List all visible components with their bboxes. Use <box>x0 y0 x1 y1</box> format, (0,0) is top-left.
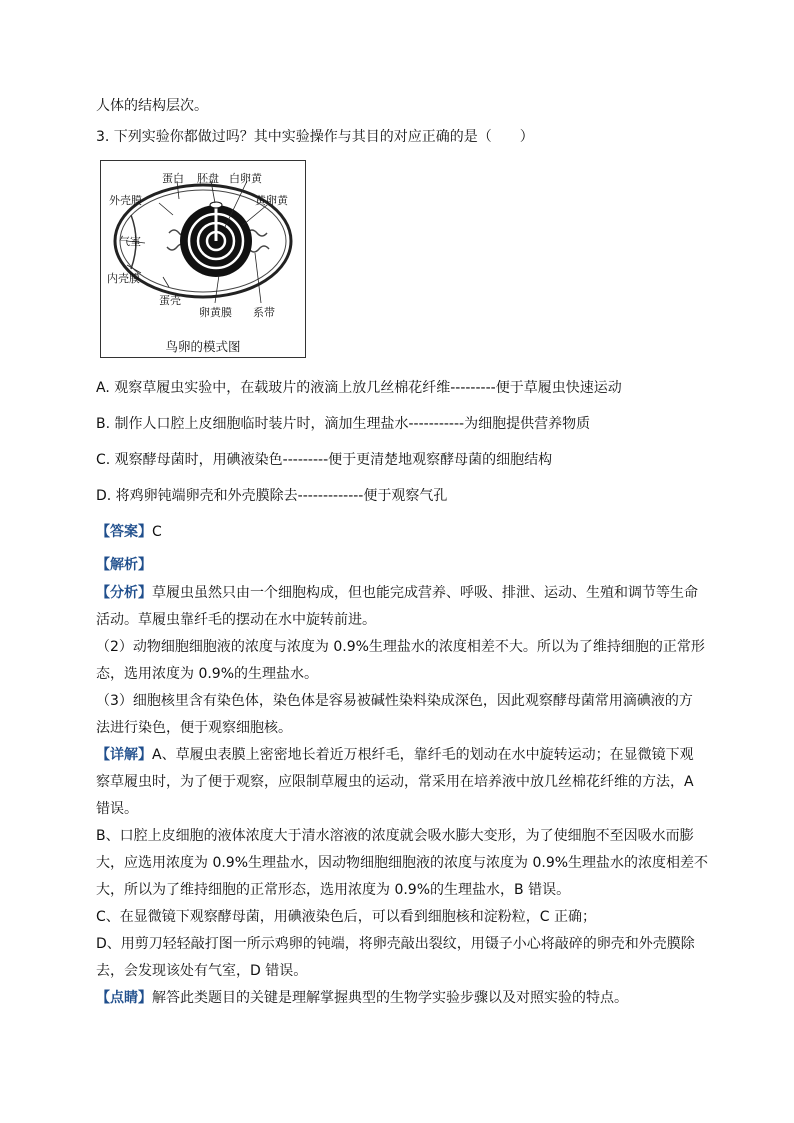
egg-diagram <box>100 160 306 358</box>
label-yolk-membrane: 卵黄膜 <box>199 306 232 319</box>
answer-tag: 【答案】 <box>96 524 152 540</box>
germinal-disc <box>210 202 222 208</box>
detail-tag: 【详解】 <box>96 747 152 763</box>
label-white-yolk: 白卵黄 <box>229 172 262 185</box>
analysis-tag: 【分析】 <box>96 585 152 601</box>
label-germinal-disc: 胚盘 <box>197 172 219 185</box>
option-b: B. 制作人口腔上皮细胞临时装片时，滴加生理盐水-----------为细胞提供营养物质 <box>96 416 591 432</box>
label-yellow-yolk: 黄卵黄 <box>255 194 288 207</box>
text-line: 态，选用浓度为 0.9%的生理盐水。 <box>96 666 319 682</box>
label-air-cell: 气室 <box>119 235 141 248</box>
analysis-line <box>96 583 698 603</box>
text-line: （3）细胞核里含有染色体，染色体是容易被碱性染料染成深色，因此观察酵母菌常用滴碘液的方 <box>96 693 693 709</box>
analysis-heading: 【解析】 <box>96 557 152 573</box>
text-line: C、在显微镜下观察酵母菌，用碘液染色后，可以看到细胞核和淀粉粒，C 正确； <box>96 909 596 925</box>
option-d: D. 将鸡卵钝端卵壳和外壳膜除去-------------便于观察气孔 <box>96 488 448 504</box>
analysis-text: 草履虫虽然只由一个细胞构成，但也能完成营养、呼吸、排泄、运动、生殖和调节等生命 <box>152 585 698 601</box>
label-chalaza: 系带 <box>253 306 275 319</box>
text-line: 大，所以为了维持细胞的正常形态，选用浓度为 0.9%的生理盐水，B 错误。 <box>96 882 571 898</box>
text-line: D、用剪刀轻轻敲打图一所示鸡卵的钝端，将卵壳敲出裂纹，用镊子小心将敲碎的卵壳和外壳膜除 <box>96 936 695 952</box>
text-line: B、口腔上皮细胞的液体浓度大于清水溶液的浓度就会吸水膨大变形，为了使细胞不至因吸水而膨 <box>96 828 694 844</box>
text-line: 错误。 <box>96 801 138 817</box>
detail-line <box>96 745 694 765</box>
egg-illustration <box>101 161 307 359</box>
tip-tag: 【点睛】 <box>96 990 152 1006</box>
text-line: 人体的结构层次。 <box>96 98 208 114</box>
detail-text: A、草履虫表膜上密密地长着近万根纤毛，靠纤毛的划动在水中旋转运动；在显微镜下观 <box>152 747 694 763</box>
tip-line <box>96 988 628 1008</box>
label-outer-membrane: 外壳膜 <box>109 194 142 207</box>
label-eggshell: 蛋壳 <box>159 294 181 307</box>
text-line: 法进行染色，便于观察细胞核。 <box>96 720 292 736</box>
option-c: C. 观察酵母菌时，用碘液染色---------便于更清楚地观察酵母菌的细胞结构 <box>96 452 553 468</box>
text-line: 察草履虫时，为了便于观察，应限制草履虫的运动，常采用在培养液中放几丝棉花纤维的方法，A <box>96 774 694 790</box>
tip-text: 解答此类题目的关键是理解掌握典型的生物学实验步骤以及对照实验的特点。 <box>152 990 628 1006</box>
answer-line <box>96 522 162 542</box>
answer-value: C <box>152 524 162 540</box>
option-a: A. 观察草履虫实验中，在载玻片的液滴上放几丝棉花纤维---------便于草履虫快速运动 <box>96 380 622 396</box>
question-3: 3. 下列实验你都做过吗？其中实验操作与其目的对应正确的是（ ） <box>96 129 534 145</box>
text-line: 去，会发现该处有气室，D 错误。 <box>96 963 308 979</box>
text-line: （2）动物细胞细胞液的浓度与浓度为 0.9%生理盐水的浓度相差不大。所以为了维持细胞的正常形 <box>96 639 705 655</box>
label-inner-membrane: 内壳膜 <box>107 272 140 285</box>
text-line: 大，应选用浓度为 0.9%生理盐水，因动物细胞细胞液的浓度与浓度为 0.9%生理盐水的浓度相差不 <box>96 855 709 871</box>
figure-caption: 鸟卵的模式图 <box>165 339 241 354</box>
text-line: 活动。草履虫靠纤毛的摆动在水中旋转前进。 <box>96 612 376 628</box>
label-egg-white: 蛋白 <box>162 172 184 185</box>
